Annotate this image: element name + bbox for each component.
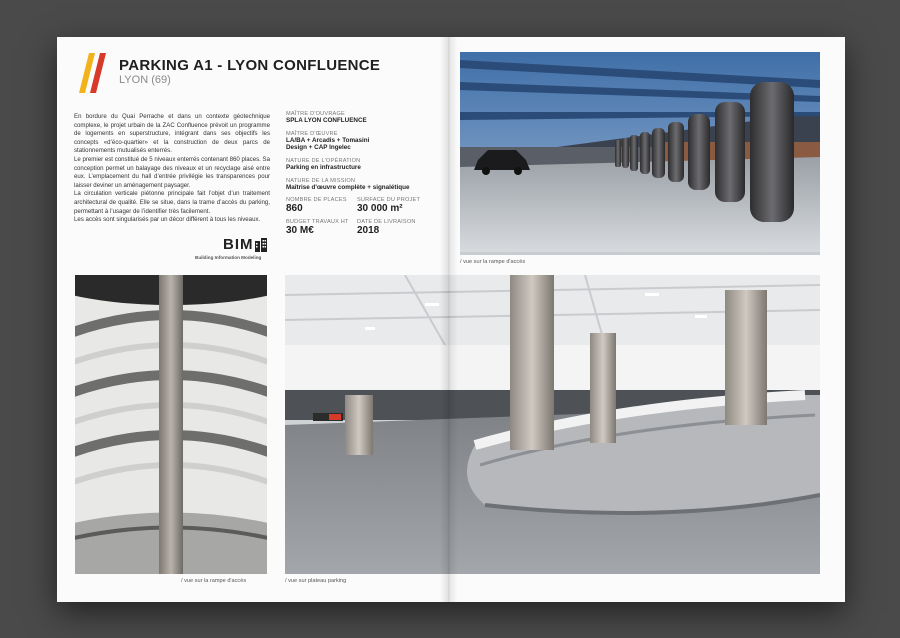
- architect-info: [286, 131, 384, 152]
- delivery-label: DATE DE LIVRAISON: [357, 219, 416, 225]
- owner-value: SPLA LYON CONFLUENCE: [286, 117, 367, 124]
- delivery-value: 2018: [357, 225, 380, 236]
- bim-logo: [195, 237, 271, 263]
- surface-info: [357, 197, 437, 215]
- owner-info: [286, 111, 436, 124]
- accent-stripes-icon: [79, 53, 109, 93]
- mission-label: NATURE DE LA MISSION: [286, 178, 356, 184]
- delivery-info: [357, 219, 437, 237]
- project-title: PARKING A1 - LYON CONFLUENCE: [119, 57, 381, 74]
- surface-label: SURFACE DU PROJET: [357, 197, 421, 203]
- mission-info: [286, 178, 436, 191]
- project-description: [74, 113, 270, 225]
- operation-value: Parking en infrastructure: [286, 164, 361, 171]
- operation-info: [286, 158, 436, 171]
- caption-bottom-center: / vue sur plateau parking: [285, 578, 347, 584]
- budget-value: 30 M€: [286, 225, 314, 236]
- description-paragraph: En bordure du Quai Perrache et dans un contexte géotechnique complexe, le projet urbain de la ZAC Confluence prévoit un programme de logements en superstructure, intégrant dans ses objectifs les concepts «d’éco-quartier» et la construction de deux parcs de stationnements mutualisés enterrés.: [74, 113, 270, 155]
- description-paragraph: Les accès sont singularisés par un décor différent à tous les niveaux.: [74, 216, 261, 224]
- description-paragraph: Le premier est constitué de 5 niveaux enterrés contenant 860 places. Sa conception permet un balayage des niveaux et un recyclage aisé entre eux. L’emplacement du hall d’entrée privilégie les transparences pour laisser deviner un aménagement paysager.: [74, 155, 270, 189]
- caption-top-right: / vue sur la rampe d'accès: [460, 259, 526, 265]
- photo-parking-plateau: [285, 275, 820, 574]
- budget-info: [286, 219, 356, 237]
- caption-bottom-left: / vue sur la rampe d'accès: [181, 578, 247, 584]
- photo-parking-hall: [460, 52, 820, 255]
- project-location: LYON (69): [119, 74, 171, 86]
- description-paragraph: La circulation verticale piétonne principale fait l’objet d’un traitement architectural de qualité. Elle se situe, dans la trame d’accès du parking, permettant à l’usager de l’identifier très facilement.: [74, 190, 270, 215]
- surface-value: 30 000 m²: [357, 203, 403, 214]
- budget-label: BUDGET TRAVAUX HT: [286, 219, 349, 225]
- places-value: 860: [286, 203, 303, 214]
- brochure-spread: [57, 37, 845, 602]
- places-label: NOMBRE DE PLACES: [286, 197, 347, 203]
- places-info: [286, 197, 356, 215]
- building-icon: [255, 238, 267, 252]
- photo-spiral-ramp: [75, 275, 267, 574]
- bim-word: BIM: [223, 236, 254, 253]
- operation-label: NATURE DE L'OPÉRATION: [286, 158, 361, 164]
- owner-label: MAÎTRE D'OUVRAGE: [286, 111, 345, 117]
- architect-label: MAÎTRE D'ŒUVRE: [286, 131, 338, 137]
- bim-subtitle: Building Information Modeling: [195, 255, 262, 260]
- mission-value: Maîtrise d'œuvre complète + signalétique: [286, 184, 410, 191]
- architect-value: LA/BA + Arcadis + Tomasini Design + CAP Ingelec: [286, 137, 370, 152]
